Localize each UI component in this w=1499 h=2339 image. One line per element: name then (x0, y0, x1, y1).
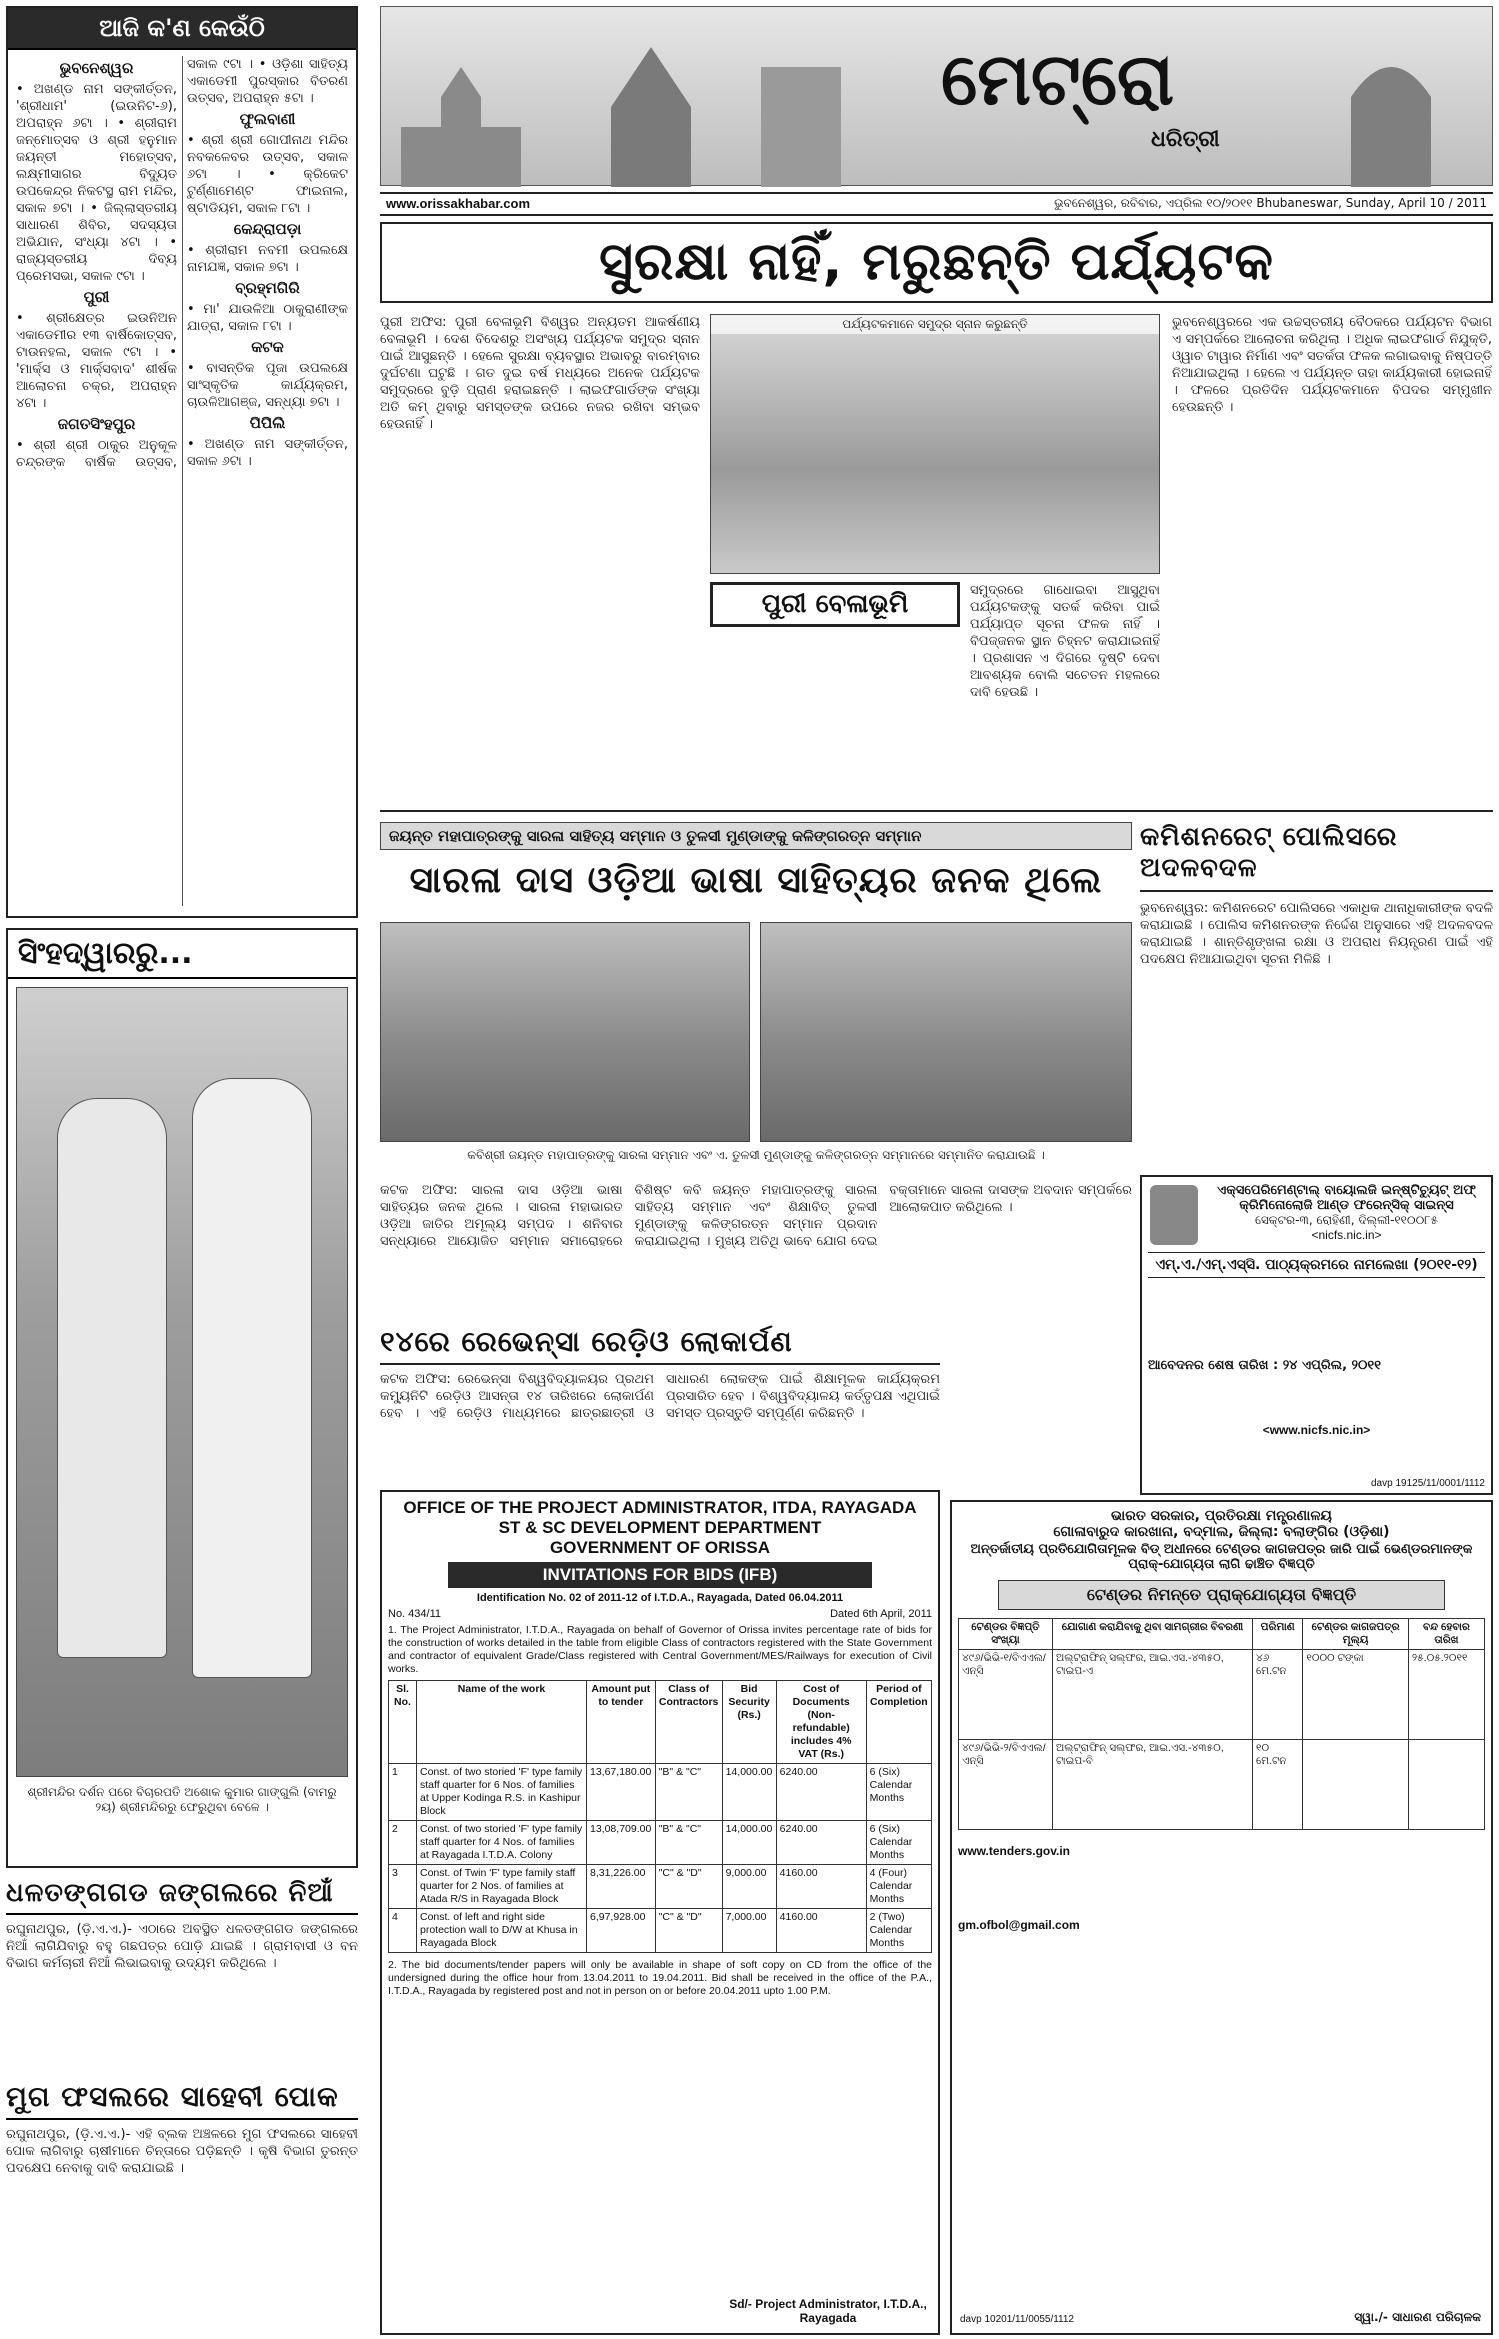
itda-title-2: ST & SC DEVELOPMENT DEPARTMENT (498, 1518, 822, 1537)
emblem-icon (1150, 1185, 1198, 1245)
cell (1408, 1740, 1484, 1830)
radio-story (380, 1325, 940, 1485)
cell: ଅଲ୍‌ଟ୍ରାଫିନ୍ ସଲ୍ଫର, ଆଇ.ଏସ.-୪୩୫୦, ଟାଇପ-ଏ (1052, 1650, 1252, 1740)
event-section: କେନ୍ଦ୍ରାପଡ଼ା • ଶ୍ରୀରାମ ନବମୀ ଉପଲକ୍ଷେ ନାମଯଜ୍ଞ, ସକାଳ ୭ଟା । (187, 220, 348, 275)
radio-body: କଟକ ଅଫିସ: ରେଭେନ୍ସା ବିଶ୍ୱବିଦ୍ୟାଳୟର ପ୍ରଥମ କମ୍ୟୁନିଟି ରେଡ଼ିଓ ଆସନ୍ତା ୧୪ ତାରିଖରେ ଲୋକାର୍ପଣ ହେବ । ଏହି ରେଡ଼ିଓ ମାଧ୍ୟମରେ ଛାତ୍ରଛାତ୍ରୀ ଓ ସାଧାରଣ ଲୋକଙ୍କ ପାଇଁ ଶିକ୍ଷାମୂଳକ କାର୍ଯ୍ୟକ୍ରମ ପ୍ରସାରିତ ହେବ । ବିଶ୍ୱବିଦ୍ୟାଳୟ କର୍ତ୍ତୃପକ୍ଷ ଏଥିପାଇଁ ସମସ୍ତ ପ୍ରସ୍ତୁତି ସମ୍ପୂର୍ଣ୍ଣ କରିଛନ୍ତି । (380, 1372, 940, 1421)
sinha-box (6, 928, 358, 1868)
beach-photo (710, 314, 1160, 574)
col-header: ଟେଣ୍ଡର କାଗଜପତ୍ର ମୂଲ୍ୟ (1303, 1619, 1409, 1650)
sinha-title: ସିଂହଦ୍ୱାରରୁ... (8, 930, 356, 979)
table-header-row (389, 1681, 932, 1764)
police-body: ଭୁବନେଶ୍ୱର: କମିଶନରେଟ ପୋଲିସରେ ଏକାଧିକ ଥାନାଧିକାରୀଙ୍କ ବଦଳି କରାଯାଇଛି । ପୋଲିସ କମିଶନରଙ୍କ ନିର୍ଦ୍ଦେଶ ଅନୁସାରେ ଏହି ଅଦଳବଦଳ କରାଯାଇଛି । ଶାନ୍ତିଶୃଙ୍ଖଳା ରକ୍ଷା ଓ ଅପରାଧ ନିୟନ୍ତ୍ରଣ ପାଇଁ ଏହି ପଦକ୍ଷେପ ନିଆଯାଇଥିବା ସୂଚନା ମିଳିଛି । (1140, 901, 1493, 967)
leopard-body: ରଘୁନାଥପୁର, (ଡ଼ି.ଏ.ଏ.)- ଏଠାରେ ଅବସ୍ଥିତ ଧଳତଙ୍ଗଗଡ ଜଙ୍ଗଲରେ ନିଆଁ ଲାଗିଯିବାରୁ ବହୁ ଗଛପତ୍ର ପୋଡ଼ି ଯାଇଛି । ଗ୍ରାମବାସୀ ଓ ବନ ବିଭାଗ କର୍ମଚାରୀ ନିଆଁ ଲିଭାଇବାକୁ ଉଦ୍ୟମ କରିଥିଲେ । (6, 1922, 358, 1971)
sarala-headline: ସାରଳା ଦାସ ଓଡ଼ିଆ ଭାଷା ସାହିତ୍ୟର ଜନକ ଥିଲେ (409, 860, 1103, 901)
itda-intro: 1. The Project Administrator, I.T.D.A., Rayagada on behalf of Governor of Orissa invites percentage rate of bids for the construction of works detailed in the table from eligible Class of contractors registered with the State Government and contractor of equivalent Grade/Class registered with Central Government/MES/Railways for execution of Civil works. (388, 1624, 932, 1675)
col-header: ପରିମାଣ (1252, 1619, 1302, 1650)
defence-table (958, 1618, 1485, 1830)
sarala-caption: କବିଶ୍ରୀ ଜୟନ୍ତ ମହାପାତ୍ରଙ୍କୁ ସାରଳା ସମ୍ମାନ ଏବଂ ଏ. ତୁଳସୀ ମୁଣ୍ଡାଙ୍କୁ କଳିଙ୍ଗରତ୍ନ ସମ୍ମାନରେ ସମ୍ମାନିତ କରାଯାଉଛି । (467, 1148, 1045, 1162)
cell: ୨୫.୦୫.୨୦୧୧ (1408, 1650, 1484, 1740)
col-header: Period of Completion (866, 1681, 931, 1764)
dateline-bar (380, 192, 1493, 216)
defence-davp-code: davp 10201/11/0055/1112 (960, 2314, 1074, 2325)
cell: 6 (Six) Calendar Months (866, 1764, 931, 1821)
cell: 7,000.00 (722, 1909, 776, 1953)
event-section: ପିପିଲି • ଅଖଣ୍ଡ ନାମ ସଙ୍କୀର୍ତ୍ତନ, ସକାଳ ୬ଟା । (187, 414, 348, 469)
cell: 6240.00 (776, 1764, 866, 1821)
nicfs-course: ଏମ୍.ଏ./ଏମ୍.ଏସ୍‌ସି. ପାଠ୍ୟକ୍ରମରେ ନାମଲେଖା (୨୦୧୧-୧୨) (1148, 1252, 1485, 1278)
table-row (959, 1740, 1485, 1830)
sarala-kicker: ଜୟନ୍ତ ମହାପାତ୍ରଙ୍କୁ ସାରଳା ସାହିତ୍ୟ ସମ୍ମାନ ଓ ତୁଳସୀ ମୁଣ୍ଡାଙ୍କୁ କଳିଙ୍ଗରତ୍ନ ସମ୍ମାନ (380, 822, 1132, 850)
leopard-article (6, 1878, 358, 2068)
cell: 4160.00 (776, 1865, 866, 1909)
cell: 13,67,180.00 (587, 1764, 656, 1821)
table-row (389, 1764, 932, 1821)
event-section: ବ୍ରହ୍ମଗିରି • ମା' ଯାଉଳିଆ ଠାକୁରାଣୀଙ୍କ ଯାତ୍ରା, ସକାଳ ୮ଟା । (187, 279, 348, 334)
police-story (1140, 822, 1493, 1167)
nicfs-url-1[interactable]: <nicfs.nic.in> (1311, 1228, 1382, 1242)
nicfs-url-2[interactable]: <www.nicfs.nic.in> (1262, 1423, 1371, 1437)
masthead-title: ମେଟ୍ରୋ (941, 37, 1175, 121)
cell: 2 (389, 1821, 417, 1865)
masthead-subtitle: ଧରିତ୍ରୀ (1151, 127, 1220, 152)
mung-body: ରଘୁନାଥପୁର, (ଡ଼ି.ଏ.ଏ.)- ଏହି ବ୍ଲକ ଅଞ୍ଚଳରେ ମୁଗ ଫସଲରେ ସାହେବୀ ପୋକ ଲାଗିବାରୁ ଚାଷୀମାନେ ଚିନ୍ତାରେ ପଡ଼ିଛନ୍ତି । କୃଷି ବିଭାଗ ତୁରନ୍ତ ପଦକ୍ଷେପ ନେବାକୁ ଦାବି କରାଯାଇଛି । (6, 2127, 358, 2176)
nicfs-davp-code: davp 19125/11/0001/1112 (1371, 1478, 1485, 1489)
cell: Const. of Twin 'F' type family staff quarter for 2 Nos. of families at Atada R/S in Rayagada Block (417, 1865, 587, 1909)
event-section: ଜଗତସିଂହପୁର • ଶ୍ରୀ ଶ୍ରୀ ଠାକୁର ଅନୁକୂଳ ଚନ୍ଦ୍ରଙ୍କ ବାର୍ଷିକ ଉତ୍ସବ, ସକାଳ ୯ଟା । • ଓଡ଼ିଶା ସାହିତ୍ୟ ଏକାଡେମୀ ପୁରସ୍କାର ବିତରଣ ଉତ୍ସବ, ଅପରାହ୍ନ ୫ଟା । (16, 57, 348, 470)
sarala-story (380, 822, 1132, 1317)
lead-col1: ପୁରୀ ଅଫିସ: ପୁରୀ ବେଳାଭୂମି ବିଶ୍ୱର ଅନ୍ୟତମ ଆକର୍ଷଣୀୟ ବେଳାଭୂମି । ଦେଶ ବିଦେଶରୁ ଅସଂଖ୍ୟ ପର୍ଯ୍ୟଟକ ସମୁଦ୍ର ସ୍ନାନ ପାଇଁ ଆସୁଛନ୍ତି । ହେଲେ ସୁରକ୍ଷା ବ୍ୟବସ୍ଥାର ଅଭାବରୁ ବାରମ୍ବାର ଦୁର୍ଘଟଣା ଘଟୁଛି । ଗତ ଦୁଇ ବର୍ଷ ମଧ୍ୟରେ ଅନେକ ପର୍ଯ୍ୟଟକ ସମୁଦ୍ରରେ ବୁଡ଼ି ପ୍ରାଣ ହରାଇଛନ୍ତି । ଲାଇଫଗାର୍ଡଙ୍କ ସଂଖ୍ୟା ଅତି କମ୍ ଥିବାରୁ ସମସ୍ତଙ୍କ ଉପରେ ନଜର ରଖିବା ସମ୍ଭବ ହେଉନାହିଁ । (380, 315, 700, 432)
defence-banner: ଟେଣ୍ଡର ନିମନ୍ତେ ପ୍ରାକ୍‌ଯୋଗ୍ୟତା ବିଜ୍ଞପ୍ତି (998, 1580, 1445, 1610)
police-headline: କମିଶନରେଟ୍ ପୋଲିସରେ ଅଦଳବଦଳ (1140, 822, 1493, 892)
events-box (6, 6, 358, 918)
cell: 4 (Four) Calendar Months (866, 1865, 931, 1909)
website-link[interactable]: www.orissakhabar.com (386, 196, 531, 211)
event-section: ଭୁବନେଶ୍ୱର • ଅଖଣ୍ଡ ନାମ ସଙ୍କୀର୍ତ୍ତନ, 'ଶ୍ରୀଧାମ' (ଇଉନିଟ-୬), ଅପରାହ୍ନ ୬ଟା । • ଶ୍ରୀରାମ ଜନ୍ମୋତ୍ସବ ଓ ଶ୍ରୀ ହନୁମାନ ଜୟନ୍ତୀ ମହୋତ୍ସବ, ଲକ୍ଷ୍ମୀସାଗର ବିଦ୍ୟୁତ ଉପକେନ୍ଦ୍ର ନିକଟସ୍ଥ ରାମ ମନ୍ଦିର, ସକାଳ ୭ଟା । • ଜିଲ୍ଲାସ୍ତରୀୟ ସାଧାରଣ ଶିବିର, ସଦସ୍ୟତା ଅଭିଯାନ, ସଂଧ୍ୟା ୪ଟା । • ରାଜ୍ୟସ୍ତରୀୟ ଦିବ୍ୟ ପ୍ରେମସଭା, ସକାଳ ୯ଟା । (16, 59, 177, 284)
events-list (8, 50, 356, 912)
cell: Const. of two storied 'F' type family staff quarter for 6 Nos. of families at Upper Kodinga R.S. in Kashipur Block (417, 1764, 587, 1821)
defence-title-3: ଅନ୍ତର୍ଜାତୀୟ ପ୍ରତିଯୋଗିତାମୂଳକ ବିଡ୍ ଅଧୀନରେ ଟେଣ୍ଡର କାଗଜପତ୍ର ଜାରି ପାଇଁ ଭେଣ୍ଡରମାନଙ୍କ ପ୍ରାକ୍-ଯୋଗ୍ୟତା ଲାଗି ଢାଞ୍ଚିତ ବିଜ୍ଞପ୍ତି (970, 1542, 1473, 1572)
cell: 9,000.00 (722, 1865, 776, 1909)
event-section: ଫୁଲବାଣୀ • ଶ୍ରୀ ଶ୍ରୀ ଗୋପୀନାଥ ମନ୍ଦିର ନବକଳେବର ଉତ୍ସବ, ସକାଳ ୬ଟା । • କ୍ରିକେଟ ଟୁର୍ଣ୍ଣାମେଣ୍ଟ ଫାଇନାଲ, ଷ୍ଟାଡିୟମ, ସକାଳ ୮ଟା । (187, 110, 348, 216)
itda-note: 2. The bid documents/tender papers will only be available in shape of soft copy on CD from the office of the undersigned during the office hour from 13.04.2011 to 19.04.2011. Bid shall be received in the office of the P.A., I.T.D.A., Rayagada by registered post and not in person on or before 20.04.2011 upto 1.00 P.M. (388, 1959, 932, 1997)
cell: ୧୦୦୦ ଟଙ୍କା (1303, 1650, 1409, 1740)
lead-headline: ସୁରକ୍ଷା ନାହିଁ, ମରୁଛନ୍ତି ପର୍ଯ୍ୟଟକ (380, 222, 1493, 303)
itda-signature: Sd/- Project Administrator, I.T.D.A., Rayagada (729, 2297, 927, 2325)
col-header: Name of the work (417, 1681, 587, 1764)
itda-table (388, 1680, 932, 1953)
cell: Const. of two storied 'F' type family staff quarter for 4 Nos. of families at Rayagada I.T.D.A. Colony (417, 1821, 587, 1865)
mung-headline: ମୁଗ ଫସଲରେ ସାହେବୀ ପୋକ (6, 2080, 358, 2120)
col-header: Bid Security (Rs.) (722, 1681, 776, 1764)
events-title: ଆଜି କ'ଣ କେଉଁଠି (8, 8, 356, 50)
leopard-headline: ଧଳତଙ୍ଗଗଡ ଜଙ୍ଗଲରେ ନିଆଁ (6, 1878, 358, 1915)
cell: ୪୬ ମେ.ଟନ (1252, 1650, 1302, 1740)
mung-article (6, 2080, 358, 2330)
cell: 3 (389, 1865, 417, 1909)
sinha-photo (16, 987, 348, 1777)
cell: 14,000.00 (722, 1764, 776, 1821)
defence-title-1: ଭାରତ ସରକାର, ପ୍ରତିରକ୍ଷା ମନ୍ତ୍ରଣାଳୟ (1111, 1508, 1332, 1524)
table-row (959, 1650, 1485, 1740)
itda-ref-no: No. 434/11 (388, 1608, 442, 1620)
cell: "C" & "D" (655, 1865, 722, 1909)
table-row (389, 1909, 932, 1953)
table-row (389, 1865, 932, 1909)
cell: ୪୯୬/ଭିଭି-୧/ବିଏଏଲ/ଏନ୍‌ସି (959, 1650, 1053, 1740)
itda-ident: Identification No. 02 of 2011-12 of I.T.D.A., Rayagada, Dated 06.04.2011 (476, 1592, 844, 1604)
sarala-body: କଟକ ଅଫିସ: ସାରଳା ଦାସ ଓଡ଼ିଆ ଭାଷା ସାହିତ୍ୟର ଜନକ ଥିଲେ । ସାରଳା ମହାଭାରତ ଓଡ଼ିଆ ଜାତିର ଅମୂଲ୍ୟ ସମ୍ପଦ । ଶନିବାର ସନ୍ଧ୍ୟାରେ ଆୟୋଜିତ ସମ୍ମାନ ସମାରୋହରେ ବିଶିଷ୍ଟ କବି ଜୟନ୍ତ ମହାପାତ୍ରଙ୍କୁ ସାରଳା ସାହିତ୍ୟ ସମ୍ମାନ ଏବଂ ଶିକ୍ଷାବିତ୍ ତୁଳସୀ ମୁଣ୍ଡାଙ୍କୁ କଳିଙ୍ଗରତ୍ନ ସମ୍ମାନ ପ୍ରଦାନ କରାଯାଇଥିଲା । ମୁଖ୍ୟ ଅତିଥି ଭାବେ ଯୋଗ ଦେଇ ବକ୍ତାମାନେ ସାରଳା ଦାସଙ୍କ ଅବଦାନ ସମ୍ପର୍କରେ ଆଲୋକପାତ କରିଥିଲେ । (380, 1183, 1132, 1249)
cell: 14,000.00 (722, 1821, 776, 1865)
defence-website[interactable]: www.tenders.gov.in (958, 1844, 1071, 1858)
cell: Const. of left and right side protection wall to D/W at Khusa in Rayagada Block (417, 1909, 587, 1953)
cell: 6,97,928.00 (587, 1909, 656, 1953)
cell: 6 (Six) Calendar Months (866, 1821, 931, 1865)
itda-dated: Dated 6th April, 2011 (830, 1608, 932, 1620)
temple-silhouette-icon (381, 7, 1494, 187)
cell: 8,31,226.00 (587, 1865, 656, 1909)
itda-title-3: GOVERNMENT OF ORISSA (549, 1538, 771, 1557)
itda-banner: INVITATIONS FOR BIDS (IFB) (448, 1562, 872, 1588)
cell: 2 (Two) Calendar Months (866, 1909, 931, 1953)
cell: "B" & "C" (655, 1821, 722, 1865)
award-photo-2 (760, 922, 1132, 1142)
cell: 1 (389, 1764, 417, 1821)
col-header: ଯୋଗାଣ କରାଯିବାକୁ ଥିବା ସାମଗ୍ରୀର ବିବରଣୀ (1052, 1619, 1252, 1650)
col-header: Sl. No. (389, 1681, 417, 1764)
dateline: ଭୁବନେଶ୍ୱର, ରବିବାର, ଏପ୍ରିଲ ୧୦/୨୦୧୧ Bhubaneswar, Sunday, April 10 / 2011 (1054, 196, 1487, 210)
cell: ୪୯୬/ଭିଭି-୨/ବିଏଏଲ/ଏନ୍‌ସି (959, 1740, 1053, 1830)
masthead (380, 6, 1493, 186)
cell: "B" & "C" (655, 1764, 722, 1821)
sinha-caption: ଶ୍ରୀମନ୍ଦିର ଦର୍ଶନ ପରେ ବିଚାରପତି ଅଶୋକ କୁମାର ଗାଙ୍ଗୁଲି (ବାମରୁ ୨ୟ) ଶ୍ରୀମନ୍ଦିରରୁ ଫେରୁଥିବା ବେଳେ । (27, 1785, 337, 1814)
col-header: ବନ୍ଦ ହେବାର ତାରିଖ (1408, 1619, 1484, 1650)
cell (1303, 1740, 1409, 1830)
defence-email[interactable]: gm.ofbol@gmail.com (958, 1918, 1080, 1932)
cell: ଅଲ୍‌ଟ୍ରାଫିନ୍ ସଲ୍ଫର, ଆଇ.ଏସ.-୪୩୫୦, ଟାଇପ-ବି (1052, 1740, 1252, 1830)
event-section: କଟକ • ବାସନ୍ତିକ ପୂଜା ଉପଲକ୍ଷେ ସାଂସ୍କୃତିକ କାର୍ଯ୍ୟକ୍ରମ, ଚାଉଳିଆଗଞ୍ଜ, ସନ୍ଧ୍ୟା ୭ଟା । (187, 338, 348, 410)
person-figure-right (192, 1078, 312, 1678)
defence-tender-ad (950, 1500, 1493, 2335)
person-figure-left (57, 1098, 167, 1658)
radio-headline: ୧୪ରେ ରେଭେନ୍ସା ରେଡ଼ିଓ ଲୋକାର୍ପଣ (380, 1325, 940, 1365)
itda-tender-ad (380, 1490, 940, 2335)
nicfs-address: ସେକ୍ଟର-୩, ରୋହିଣୀ, ଦିଲ୍ଲୀ-୧୧୦୦୮୫ (1254, 1213, 1439, 1227)
nicfs-title: ଏକ୍ସପେରିମେଣ୍ଟାଲ୍ ବାୟୋଲଜି ଇନ୍‌ଷ୍ଟିଚ୍ୟୁଟ୍ ଅଫ୍ କ୍ରିମିନୋଲୋଜି ଆଣ୍ଡ ଫରେନ୍‌ସିକ୍ ସାଇନ୍ସ (1217, 1183, 1476, 1213)
lead-col2: ସମୁଦ୍ରରେ ଗାଧୋଇବା ଆସୁଥିବା ପର୍ଯ୍ୟଟକଙ୍କୁ ସତର୍କ କରିବା ପାଇଁ ପର୍ଯ୍ୟାପ୍ତ ସୂଚନା ଫଳକ ନାହିଁ । ବିପଜ୍ଜନକ ସ୍ଥାନ ଚିହ୍ନଟ କରାଯାଇନାହିଁ । ପ୍ରଶାସନ ଏ ଦିଗରେ ଦୃଷ୍ଟି ଦେବା ଆବଶ୍ୟକ ବୋଲି ସଚେତନ ମହଲରେ ଦାବି ହେଉଛି । (970, 583, 1160, 700)
cell: 4 (389, 1909, 417, 1953)
cell: "C" & "D" (655, 1909, 722, 1953)
cell: 4160.00 (776, 1909, 866, 1953)
beach-photo-caption: ପର୍ଯ୍ୟଟକମାନେ ସମୁଦ୍ର ସ୍ନାନ କରୁଛନ୍ତି (711, 315, 1159, 334)
event-section: ପୁରୀ • ଶ୍ରୀକ୍ଷେତ୍ର ଇଉନିଅନ ଏକାଡେମୀର ୧୩ ବାର୍ଷିକୋତ୍ସବ, ଟାଉନହଲ, ସକାଳ ୯ଟା । • 'ମାର୍କ୍ସ ଓ ମାର୍କ୍ସବାଦ' ଶୀର୍ଷକ ଆଲୋଚନା ଚକ୍ର, ଅପରାହ୍ନ ୪ଟା । (16, 288, 177, 411)
lead-col3: ଭୁବନେଶ୍ୱରରେ ଏକ ଉଚ୍ଚସ୍ତରୀୟ ବୈଠକରେ ପର୍ଯ୍ୟଟନ ବିଭାଗ ଏ ସମ୍ପର୍କରେ ଆଲୋଚନା କରିଥିଲା । ଅଧିକ ଲାଇଫଗାର୍ଡ ନିଯୁକ୍ତି, ଓ୍ୱାଚ ଟାୱାର ନିର୍ମାଣ ଏବଂ ସତର୍କତା ଫଳକ ଲଗାଇବାକୁ ନିଷ୍ପତ୍ତି ନିଆଯାଇଥିଲା । ହେଲେ ଏ ପର୍ଯ୍ୟନ୍ତ ତାହା କାର୍ଯ୍ୟକାରୀ ହୋଇନାହିଁ । ଫଳରେ ପ୍ରତିଦିନ ପର୍ଯ୍ୟଟକମାନେ ବିପଦର ସମ୍ମୁଖୀନ ହେଉଛନ୍ତି । (1172, 315, 1492, 415)
defence-signature: ସ୍ୱା./- ସାଧାରଣ ପରିଚାଳକ (1354, 2310, 1481, 2324)
table-row (389, 1821, 932, 1865)
col-header: Cost of Documents (Non-refundable) includes 4% VAT (Rs.) (776, 1681, 866, 1764)
cell: 6240.00 (776, 1821, 866, 1865)
beach-label: ପୁରୀ ବେଳାଭୂମି (710, 582, 960, 627)
nicfs-ad (1140, 1175, 1493, 1495)
itda-title-1: OFFICE OF THE PROJECT ADMINISTRATOR, ITDA, RAYAGADA (403, 1498, 917, 1517)
table-header-row (959, 1619, 1485, 1650)
cell: 13,08,709.00 (587, 1821, 656, 1865)
col-header: Amount put to tender (587, 1681, 656, 1764)
nicfs-last-date: ଆବେଦନର ଶେଷ ତାରିଖ : ୨୪ ଏପ୍ରିଲ, ୨୦୧୧ (1148, 1358, 1381, 1373)
col-header: ଟେଣ୍ଡର ବିଜ୍ଞପ୍ତି ସଂଖ୍ୟା (959, 1619, 1053, 1650)
col-header: Class of Contractors (655, 1681, 722, 1764)
cell: ୧୦ ମେ.ଟନ (1252, 1740, 1302, 1830)
award-photo-1 (380, 922, 750, 1142)
lead-story (380, 222, 1493, 812)
defence-title-2: ଗୋଳାବାରୁଦ କାରଖାନା, ବଦ୍ମାଲ, ଜିଲ୍ଲା: ବଲାଙ୍ଗିର (ଓଡ଼ିଶା) (1053, 1524, 1390, 1540)
